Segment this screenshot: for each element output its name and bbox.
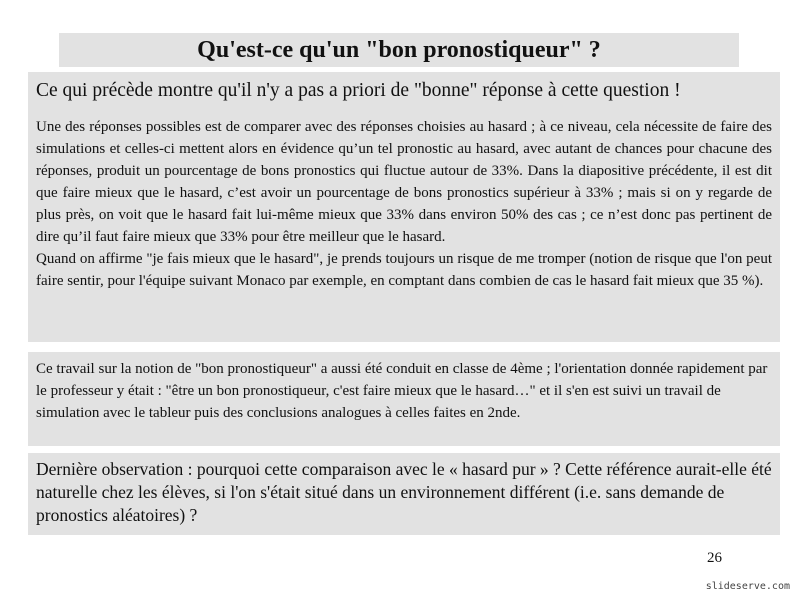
paragraph-risk: Quand on affirme "je fais mieux que le hasard", je prends toujours un risque de me tromper (notion de risque que l'on peut faire sentir, pour l'équipe suivant Monaco par exemple, en comptant dans combien de cas le hasard fait mieux que 35 %). bbox=[36, 251, 772, 289]
watermark: slideserve.com bbox=[705, 581, 790, 592]
slide-title: Qu'est-ce qu'un "bon pronostiqueur" ? bbox=[59, 33, 739, 67]
paragraph-simulation: Une des réponses possibles est de comparer avec des réponses choisies au hasard ; à ce niveau, cela nécessite de faire des simulations et celles-ci mettent alors en évidence qu’un tel pronostic au hasard, avec autant de chances pour chacune des réponses, produit un pourcentage de bons pronostics qui fluctue autour de 33%. Dans la diapositive précédente, il est dit que faire mieux que le hasard, c’est avoir un pourcentage de bons pronostics supérieur à 33% ; mais si on y regarde de plus près, on voit que le hasard fait lui-même mieux que 33% dans environ 50% des cas ; ce n’est donc pas pertinent de dire qu’il faut faire mieux que 33% pour être meilleur que le hasard. bbox=[36, 119, 772, 245]
main-text-box bbox=[28, 72, 780, 342]
fourth-grade-note-box bbox=[28, 352, 780, 446]
fourth-grade-note-text: Ce travail sur la notion de "bon pronostiqueur" a aussi été conduit en classe de 4ème ; l'orientation donnée rapidement par le professeur y était : "être un bon pronostiqueur, c'est faire mieux que le hasard…" et il s'en est suivi un travail de simulation avec le tableur puis des conclusions analogues à celles faites en 2nde. bbox=[36, 361, 768, 421]
lead-sentence: Ce qui précède montre qu'il n'y a pas a priori de "bonne" réponse à cette question ! bbox=[36, 80, 681, 101]
final-observation-text: Dernière observation : pourquoi cette comparaison avec le « hasard pur » ? Cette référence aurait-elle été naturelle chez les élèves, si l'on s'était situé dans un environnement différent (i.e. sans demande de pronostics aléatoires) ? bbox=[36, 459, 772, 525]
final-observation-box bbox=[28, 453, 780, 535]
page-number: 26 bbox=[707, 550, 722, 566]
